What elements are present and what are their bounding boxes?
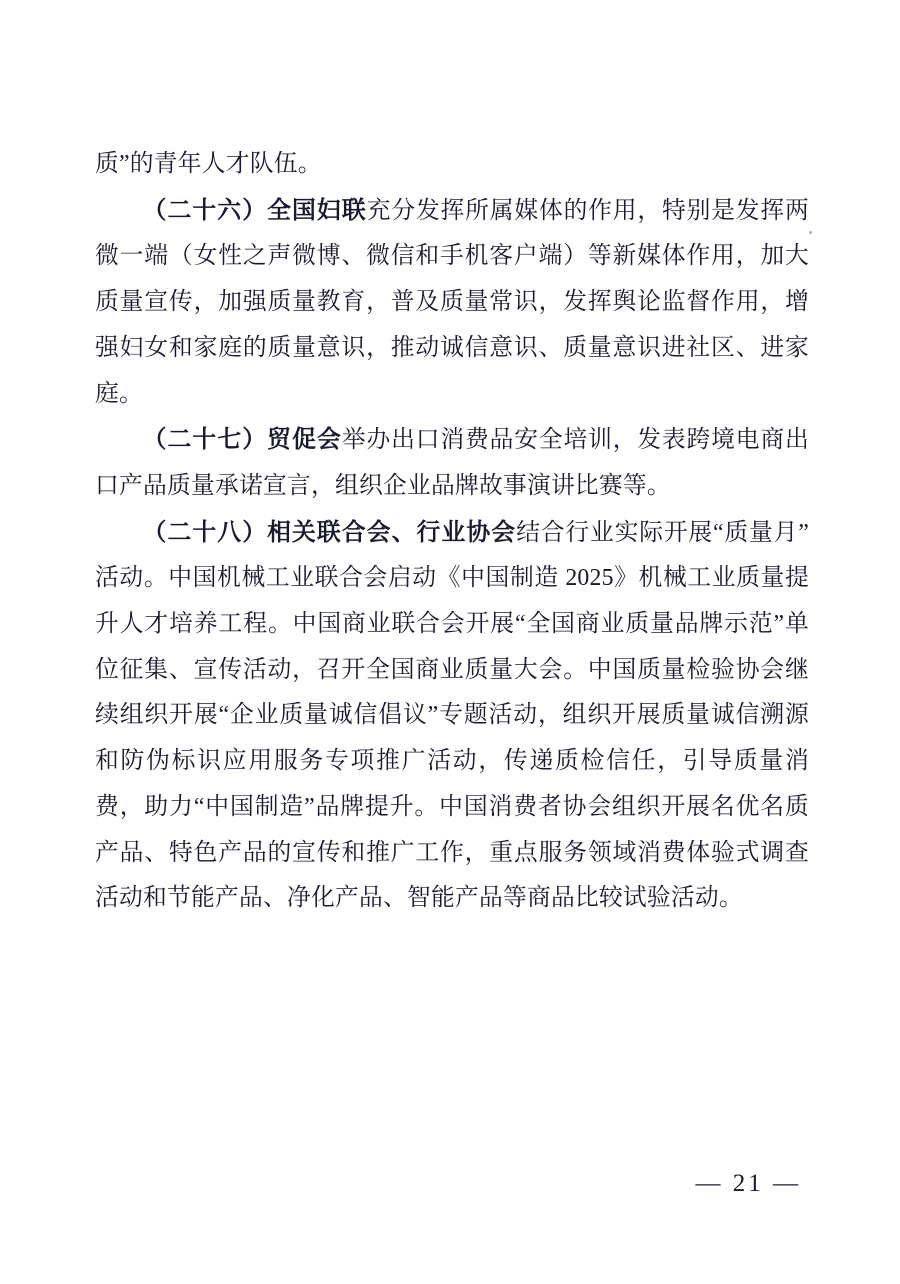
paragraph-text: 结合行业实际开展“质量月”活动。中国机械工业联合会启动《中国制造 2025》机械工业质量提升人才培养工程。中国商业联合会开展“全国商业质量品牌示范”单位征集、宣传活动，召开全国商业质量大会。中国质量检验协会继续组织开展“企业质量诚信倡议”专题活动，组织开展质量诚信溯源和防伪标识应用服务专项推广活动，传递质检信任，引导质量消费，助力“中国制造”品牌提升。中国消费者协会组织开展名优名质产品、特色产品的宣传和推广工作，重点服务领域消费体验式调查活动和节能产品、净化产品、智能产品等商品比较试验活动。 xyxy=(95,519,809,912)
scan-artifact-speck xyxy=(809,231,812,234)
paragraph-section-28 xyxy=(95,510,809,922)
section-label-27: （二十七）贸促会 xyxy=(142,426,342,454)
paragraph-section-26 xyxy=(95,188,809,418)
section-label-28: （二十八）相关联合会、行业协会 xyxy=(142,518,517,546)
page-number: — 21 — xyxy=(695,1170,801,1197)
document-body xyxy=(95,142,809,922)
paragraph-text: 质”的青年人才队伍。 xyxy=(95,151,322,177)
paragraph-text: 充分发挥所属媒体的作用，特别是发挥两微一端（女性之声微博、微信和手机客户端）等新媒体作用，加大质量宣传，加强质量教育，普及质量常识，发挥舆论监督作用，增强妇女和家庭的质量意识，推动诚信意识、质量意识进社区、进家庭。 xyxy=(95,197,809,407)
section-label-26: （二十六）全国妇联 xyxy=(142,196,367,224)
paragraph-section-27 xyxy=(95,417,809,509)
page-footer xyxy=(696,1170,802,1198)
paragraph-text: 举办出口消费品安全培训，发表跨境电商出口产品质量承诺宣言，组织企业品牌故事演讲比赛等。 xyxy=(95,427,809,499)
paragraph-continuation xyxy=(95,142,809,188)
